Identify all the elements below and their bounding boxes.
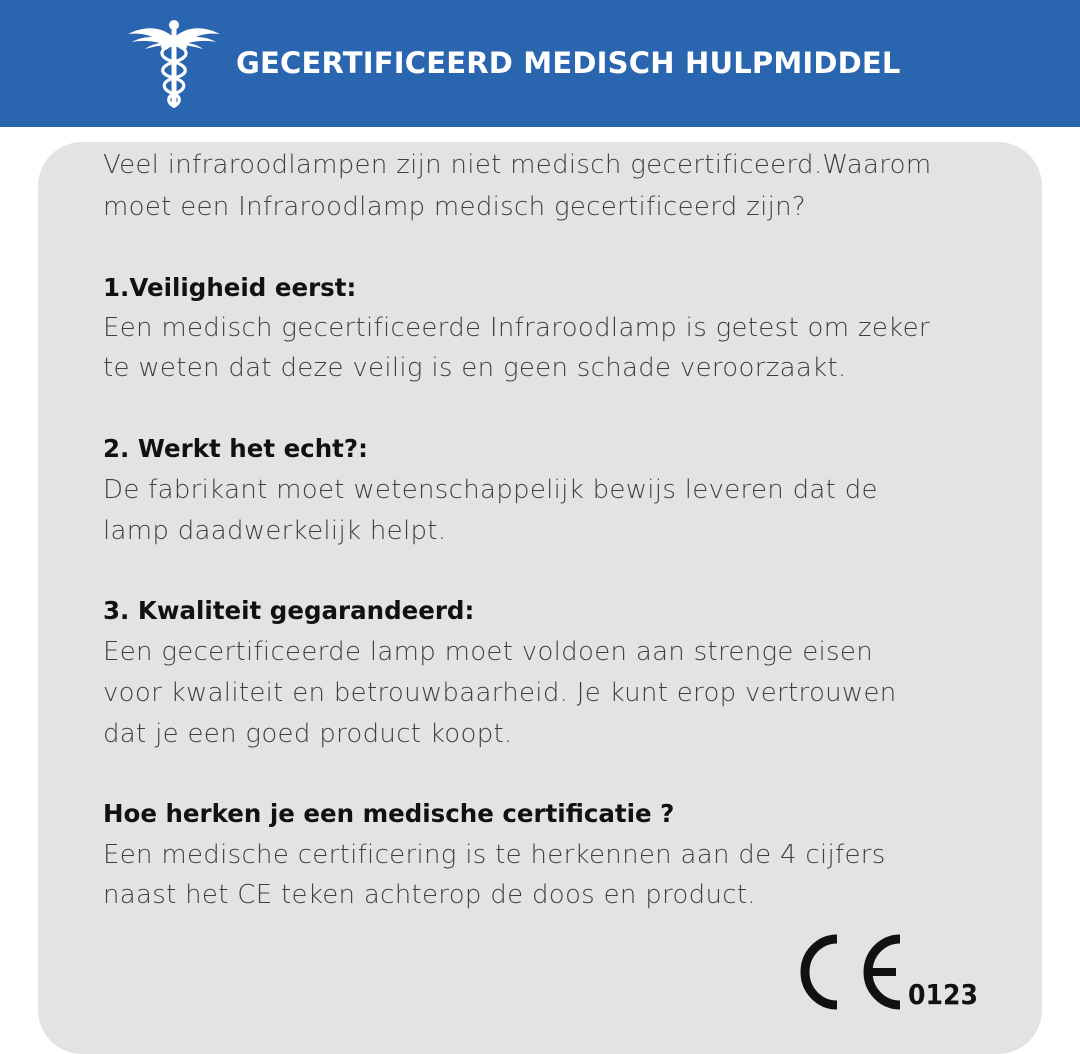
section-line: Een gecertificeerde lamp moet voldoen aan strenge eisen [103,637,873,667]
section-heading-kwaliteit: 3. Kwaliteit gegarandeerd: [103,596,475,625]
section-line: lamp daadwerkelijk helpt. [103,516,447,546]
caduceus-icon [124,14,224,112]
ce-mark-logo [798,934,982,1010]
section-line: naast het CE teken achterop de doos en product. [103,880,756,910]
header-banner [0,0,1080,127]
section-line: De fabrikant moet wetenschappelijk bewijs leveren dat de [103,475,878,505]
intro-line: Veel infraroodlampen zijn niet medisch gecertificeerd.Waarom [103,150,932,180]
intro-line: moet een Infraroodlamp medisch gecertificeerd zijn? [103,192,807,222]
section-heading-herkennen: Hoe herken je een medische certificatie ? [103,799,675,828]
section-line: Een medische certificering is te herkennen aan de 4 cijfers [103,840,886,870]
section-line: Een medisch gecertificeerde Infraroodlamp is getest om zeker [103,313,930,343]
section-heading-veiligheid: 1.Veiligheid eerst: [103,273,357,302]
section-line: voor kwaliteit en betrouwbaarheid. Je kunt erop vertrouwen [103,678,897,708]
section-line: te weten dat deze veilig is en geen schade veroorzaakt. [103,353,847,383]
section-line: dat je een goed product koopt. [103,719,513,749]
ce-number: 0123 [908,978,978,1010]
banner-title: GECERTIFICEERD MEDISCH HULPMIDDEL [236,46,901,80]
section-heading-werkt: 2. Werkt het echt?: [103,434,368,463]
